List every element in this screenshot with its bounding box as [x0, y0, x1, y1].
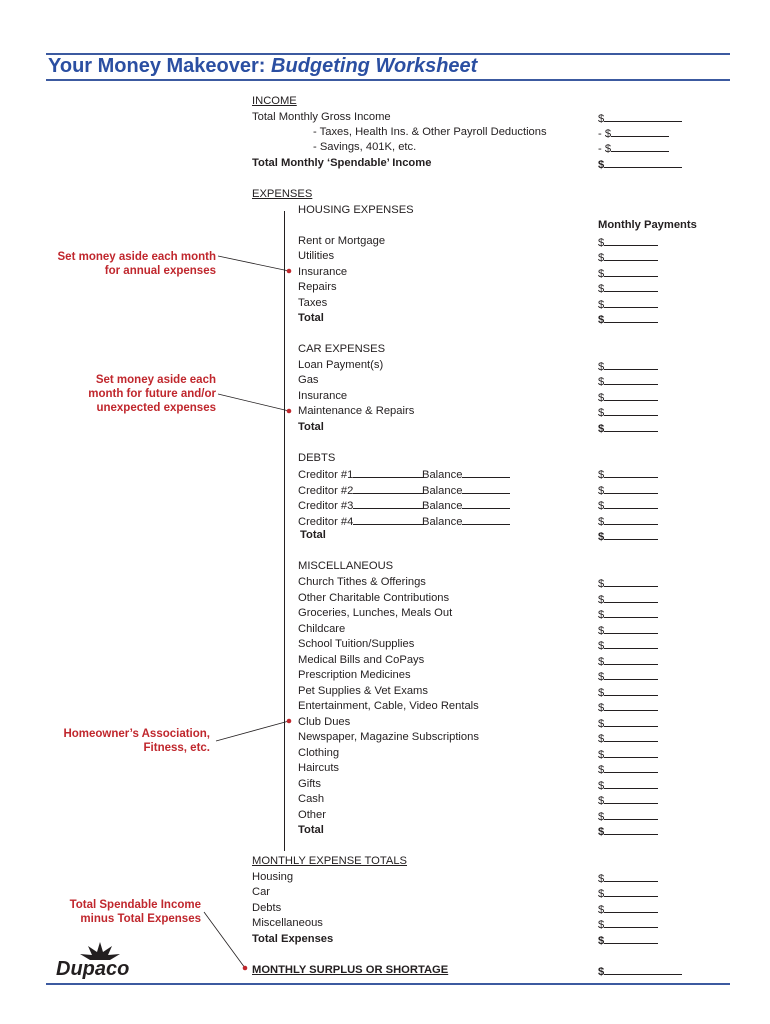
- housing-total-field[interactable]: $: [598, 311, 658, 328]
- monthly-payments-heading: Monthly Payments: [598, 219, 697, 231]
- expenses-heading: EXPENSES: [252, 188, 313, 200]
- misc-item: School Tuition/Supplies: [298, 638, 415, 650]
- misc-total-field[interactable]: $: [598, 823, 658, 840]
- car-amount-field[interactable]: $: [598, 404, 658, 421]
- debts-total-field[interactable]: $: [598, 528, 658, 545]
- misc-item: Cash: [298, 793, 325, 805]
- misc-amount-field[interactable]: $: [598, 668, 658, 685]
- totals-amount-field[interactable]: $: [598, 870, 658, 887]
- creditor-name-field[interactable]: [353, 497, 423, 509]
- totals-amount-field[interactable]: $: [598, 885, 658, 902]
- income-heading: INCOME: [252, 95, 297, 107]
- debt-creditor-row: Creditor #3: [298, 497, 423, 514]
- misc-amount-field[interactable]: $: [598, 637, 658, 654]
- housing-amount-field[interactable]: $: [598, 249, 658, 266]
- income-gross-field[interactable]: $: [598, 110, 682, 127]
- income-gross-label: Total Monthly Gross Income: [252, 111, 391, 123]
- total-expenses-field[interactable]: $: [598, 932, 658, 949]
- housing-item: Repairs: [298, 281, 337, 293]
- debts-total-label: Total: [300, 529, 326, 541]
- debt-creditor-row: Creditor #2: [298, 482, 423, 499]
- car-amount-field[interactable]: $: [598, 373, 658, 390]
- debt-creditor-row: Creditor #1: [298, 466, 423, 483]
- totals-amount-field[interactable]: $: [598, 901, 658, 918]
- note-future-expenses: Set money aside each month for future and/or unexpected expenses: [88, 374, 216, 414]
- housing-total-label: Total: [298, 312, 324, 324]
- title-main: Your Money Makeover:: [48, 55, 266, 77]
- car-item: Loan Payment(s): [298, 359, 384, 371]
- car-total-field[interactable]: $: [598, 420, 658, 437]
- housing-item: Rent or Mortgage: [298, 235, 386, 247]
- debt-balance-row: Balance: [422, 497, 510, 514]
- car-amount-field[interactable]: $: [598, 389, 658, 406]
- creditor-name-field[interactable]: [353, 466, 423, 478]
- debt-balance-row: Balance: [422, 482, 510, 499]
- note-spendable-minus-expenses: Total Spendable Income minus Total Expenses: [69, 899, 201, 925]
- misc-item: Other Charitable Contributions: [298, 592, 450, 604]
- income-deductions-field[interactable]: - $: [598, 125, 669, 142]
- misc-item: Medical Bills and CoPays: [298, 654, 425, 666]
- totals-item: Housing: [252, 871, 294, 883]
- misc-amount-field[interactable]: $: [598, 575, 658, 592]
- debts-heading: DEBTS: [298, 452, 336, 464]
- housing-item: Taxes: [298, 297, 328, 309]
- balance-field[interactable]: [462, 497, 510, 509]
- misc-item: Other: [298, 809, 326, 821]
- misc-amount-field[interactable]: $: [598, 761, 658, 778]
- debts-amount-field[interactable]: $: [598, 466, 658, 483]
- misc-amount-field[interactable]: $: [598, 684, 658, 701]
- income-spendable-label: Total Monthly ‘Spendable’ Income: [252, 157, 432, 169]
- dupaco-logo: Dupaco: [56, 958, 130, 980]
- housing-amount-field[interactable]: $: [598, 265, 658, 282]
- misc-amount-field[interactable]: $: [598, 699, 658, 716]
- income-spendable-field[interactable]: $: [598, 156, 682, 173]
- totals-item: Miscellaneous: [252, 917, 323, 929]
- debts-amount-field[interactable]: $: [598, 482, 658, 499]
- misc-amount-field[interactable]: $: [598, 591, 658, 608]
- misc-amount-field[interactable]: $: [598, 777, 658, 794]
- misc-item: Childcare: [298, 623, 346, 635]
- car-heading: CAR EXPENSES: [298, 343, 386, 355]
- misc-amount-field[interactable]: $: [598, 746, 658, 763]
- car-item: Maintenance & Repairs: [298, 405, 415, 417]
- car-total-label: Total: [298, 421, 324, 433]
- surplus-label: MONTHLY SURPLUS OR SHORTAGE: [252, 964, 449, 976]
- income-savings-field[interactable]: - $: [598, 140, 669, 157]
- housing-item: Utilities: [298, 250, 335, 262]
- misc-item: Church Tithes & Offerings: [298, 576, 426, 588]
- misc-amount-field[interactable]: $: [598, 808, 658, 825]
- totals-item: Car: [252, 886, 271, 898]
- pointer-dot: [287, 719, 292, 724]
- misc-item: Entertainment, Cable, Video Rentals: [298, 700, 479, 712]
- car-item: Gas: [298, 374, 319, 386]
- balance-field[interactable]: [462, 482, 510, 494]
- creditor-name-field[interactable]: [353, 513, 423, 525]
- title-underline-rule: [46, 79, 730, 81]
- misc-item: Clothing: [298, 747, 340, 759]
- housing-amount-field[interactable]: $: [598, 280, 658, 297]
- title-sub: Budgeting Worksheet: [271, 55, 478, 77]
- misc-amount-field[interactable]: $: [598, 715, 658, 732]
- misc-amount-field[interactable]: $: [598, 730, 658, 747]
- income-savings-label: - Savings, 401K, etc.: [313, 141, 417, 153]
- car-amount-field[interactable]: $: [598, 358, 658, 375]
- expenses-bracket-line: [284, 211, 285, 851]
- note-hoa-fitness: Homeowner’s Association, Fitness, etc.: [63, 728, 210, 754]
- surplus-field[interactable]: $: [598, 963, 682, 980]
- totals-heading: MONTHLY EXPENSE TOTALS: [252, 855, 408, 867]
- misc-amount-field[interactable]: $: [598, 792, 658, 809]
- housing-amount-field[interactable]: $: [598, 296, 658, 313]
- housing-amount-field[interactable]: $: [598, 234, 658, 251]
- misc-heading: MISCELLANEOUS: [298, 560, 394, 572]
- pointer-dot: [243, 966, 248, 971]
- misc-item: Haircuts: [298, 762, 340, 774]
- debts-amount-field[interactable]: $: [598, 497, 658, 514]
- bottom-rule: [46, 983, 730, 985]
- debt-balance-row: Balance: [422, 513, 510, 530]
- page-title: [48, 55, 477, 78]
- misc-item: Club Dues: [298, 716, 351, 728]
- totals-amount-field[interactable]: $: [598, 916, 658, 933]
- debt-balance-row: Balance: [422, 466, 510, 483]
- total-expenses-label: Total Expenses: [252, 933, 334, 945]
- housing-heading: HOUSING EXPENSES: [298, 204, 414, 216]
- misc-item: Prescription Medicines: [298, 669, 411, 681]
- note-annual-expenses: Set money aside each month for annual expenses: [57, 251, 216, 277]
- misc-amount-field[interactable]: $: [598, 622, 658, 639]
- debts-amount-field[interactable]: $: [598, 513, 658, 530]
- income-deductions-label: - Taxes, Health Ins. & Other Payroll Deductions: [313, 126, 547, 138]
- pointer-dot: [287, 409, 292, 414]
- balance-field[interactable]: [462, 466, 510, 478]
- misc-amount-field[interactable]: $: [598, 653, 658, 670]
- misc-total-label: Total: [298, 824, 324, 836]
- totals-item: Debts: [252, 902, 282, 914]
- balance-field[interactable]: [462, 513, 510, 525]
- debt-creditor-row: Creditor #4: [298, 513, 423, 530]
- car-item: Insurance: [298, 390, 348, 402]
- misc-item: Gifts: [298, 778, 321, 790]
- misc-amount-field[interactable]: $: [598, 606, 658, 623]
- creditor-name-field[interactable]: [353, 482, 423, 494]
- misc-item: Newspaper, Magazine Subscriptions: [298, 731, 479, 743]
- misc-item: Groceries, Lunches, Meals Out: [298, 607, 453, 619]
- misc-item: Pet Supplies & Vet Exams: [298, 685, 428, 697]
- pointer-dot: [287, 269, 292, 274]
- housing-item: Insurance: [298, 266, 348, 278]
